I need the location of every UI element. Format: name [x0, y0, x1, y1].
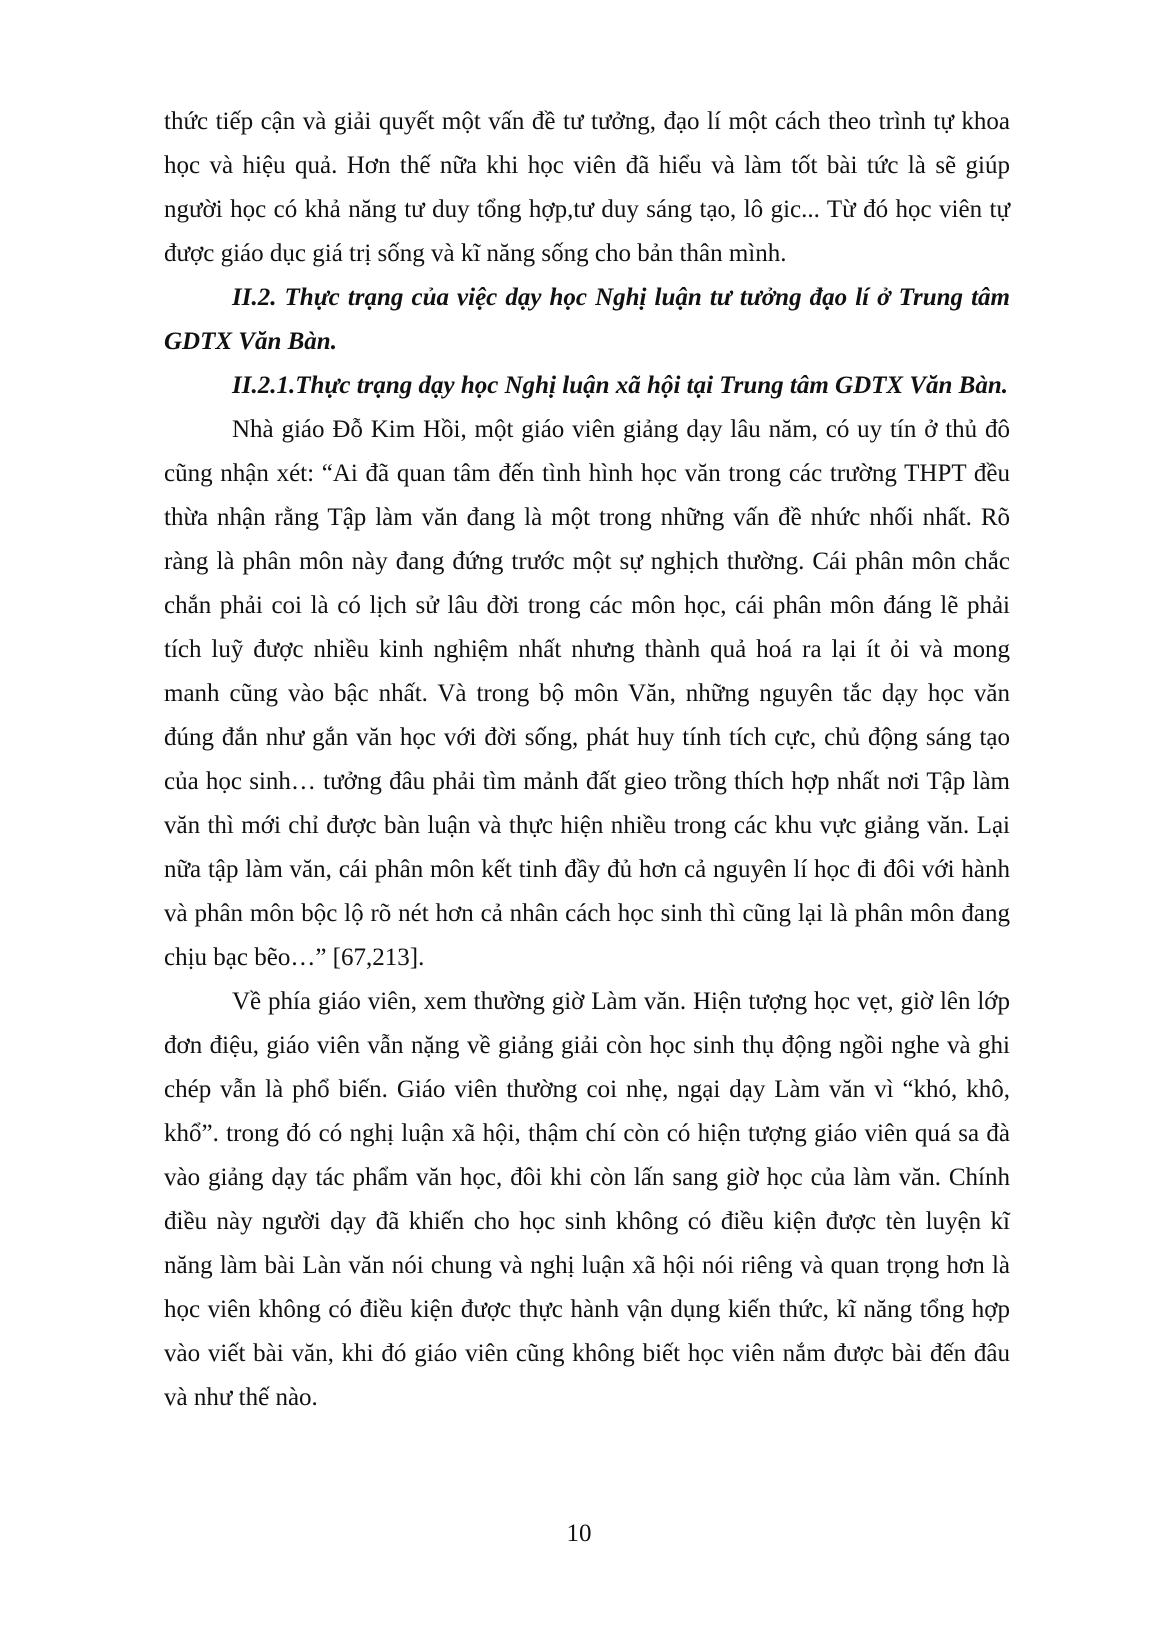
quote-paragraph: Nhà giáo Đỗ Kim Hồi, một giáo viên giảng dạy lâu năm, có uy tín ở thủ đô cũng nhận xét: “Ai đã quan tâm đến tình hình học văn trong các trường THPT đều thừa nhận rằng Tập làm văn đang là một trong những vấn đề nhức nhối nhất. Rõ ràng là phân môn này đang đứng trước một sự nghịch thường. Cái phân môn chắc chắn phải coi là có lịch sử lâu đời trong các môn học, cái phân môn đáng lẽ phải tích luỹ được nhiều kinh nghiệm nhất nhưng thành quả hoá ra lại ít ỏi và mong manh cũng vào bậc nhất. Và trong bộ môn Văn, những nguyên tắc dạy học văn đúng đắn như gắn văn học với đời sống, phát huy tính tích cực, chủ động sáng tạo của học sinh… tưởng đâu phải tìm mảnh đất gieo trồng thích hợp nhất nơi Tập làm văn thì mới chỉ được bàn luận và thực hiện nhiều trong các khu vực giảng văn. Lại nữa tập làm văn, cái phân môn kết tinh đầy đủ hơn cả nguyên lí học đi đôi với hành và phân môn bộc lộ rõ nét hơn cả nhân cách học sinh thì cũng lại là phân môn đang chịu bạc bẽo…” [67,213]. — [164, 416, 1010, 971]
teacher-paragraph: Về phía giáo viên, xem thường giờ Làm văn. Hiện tượng học vẹt, giờ lên lớp đơn điệu, giáo viên vẫn nặng về giảng giải còn học sinh thụ động ngồi nghe và ghi chép vẫn là phổ biến. Giáo viên thường coi nhẹ, ngại dạy Làm văn vì “khó, khô, khổ”. trong đó có nghị luận xã hội, thậm chí còn có hiện tượng giáo viên quá sa đà vào giảng dạy tác phẩm văn học, đôi khi còn lấn sang giờ học của làm văn. Chính điều này người dạy đã khiến cho học sinh không có điều kiện được tèn luyện kĩ năng làm bài Làn văn nói chung và nghị luận xã hội nói riêng và quan trọng hơn là học viên không có điều kiện được thực hành vận dụng kiến thức, kĩ năng tổng hợp vào viết bài văn, khi đó giáo viên cũng không biết học viên nắm được bài đến đâu và như thế nào. — [164, 988, 1010, 1411]
document-body — [164, 100, 1010, 1420]
page-number: 10 — [566, 1520, 592, 1547]
section-heading-2-2-1: II.2.1.Thực trạng dạy học Nghị luận xã hội tại Trung tâm GDTX Văn Bàn. — [232, 372, 1009, 399]
intro-paragraph: thức tiếp cận và giải quyết một vấn đề tư tưởng, đạo lí một cách theo trình tự khoa học và hiệu quả. Hơn thế nữa khi học viên đã hiểu và làm tốt bài tức là sẽ giúp người học có khả năng tư duy tổng hợp,tư duy sáng tạo, lô gic... Từ đó học viên tự được giáo dục giá trị sống và kĩ năng sống cho bản thân mình. — [164, 108, 1010, 267]
section-heading-2-2: II.2. Thực trạng của việc dạy học Nghị luận tư tưởng đạo lí ở Trung tâm GDTX Văn Bàn. — [164, 284, 1010, 355]
